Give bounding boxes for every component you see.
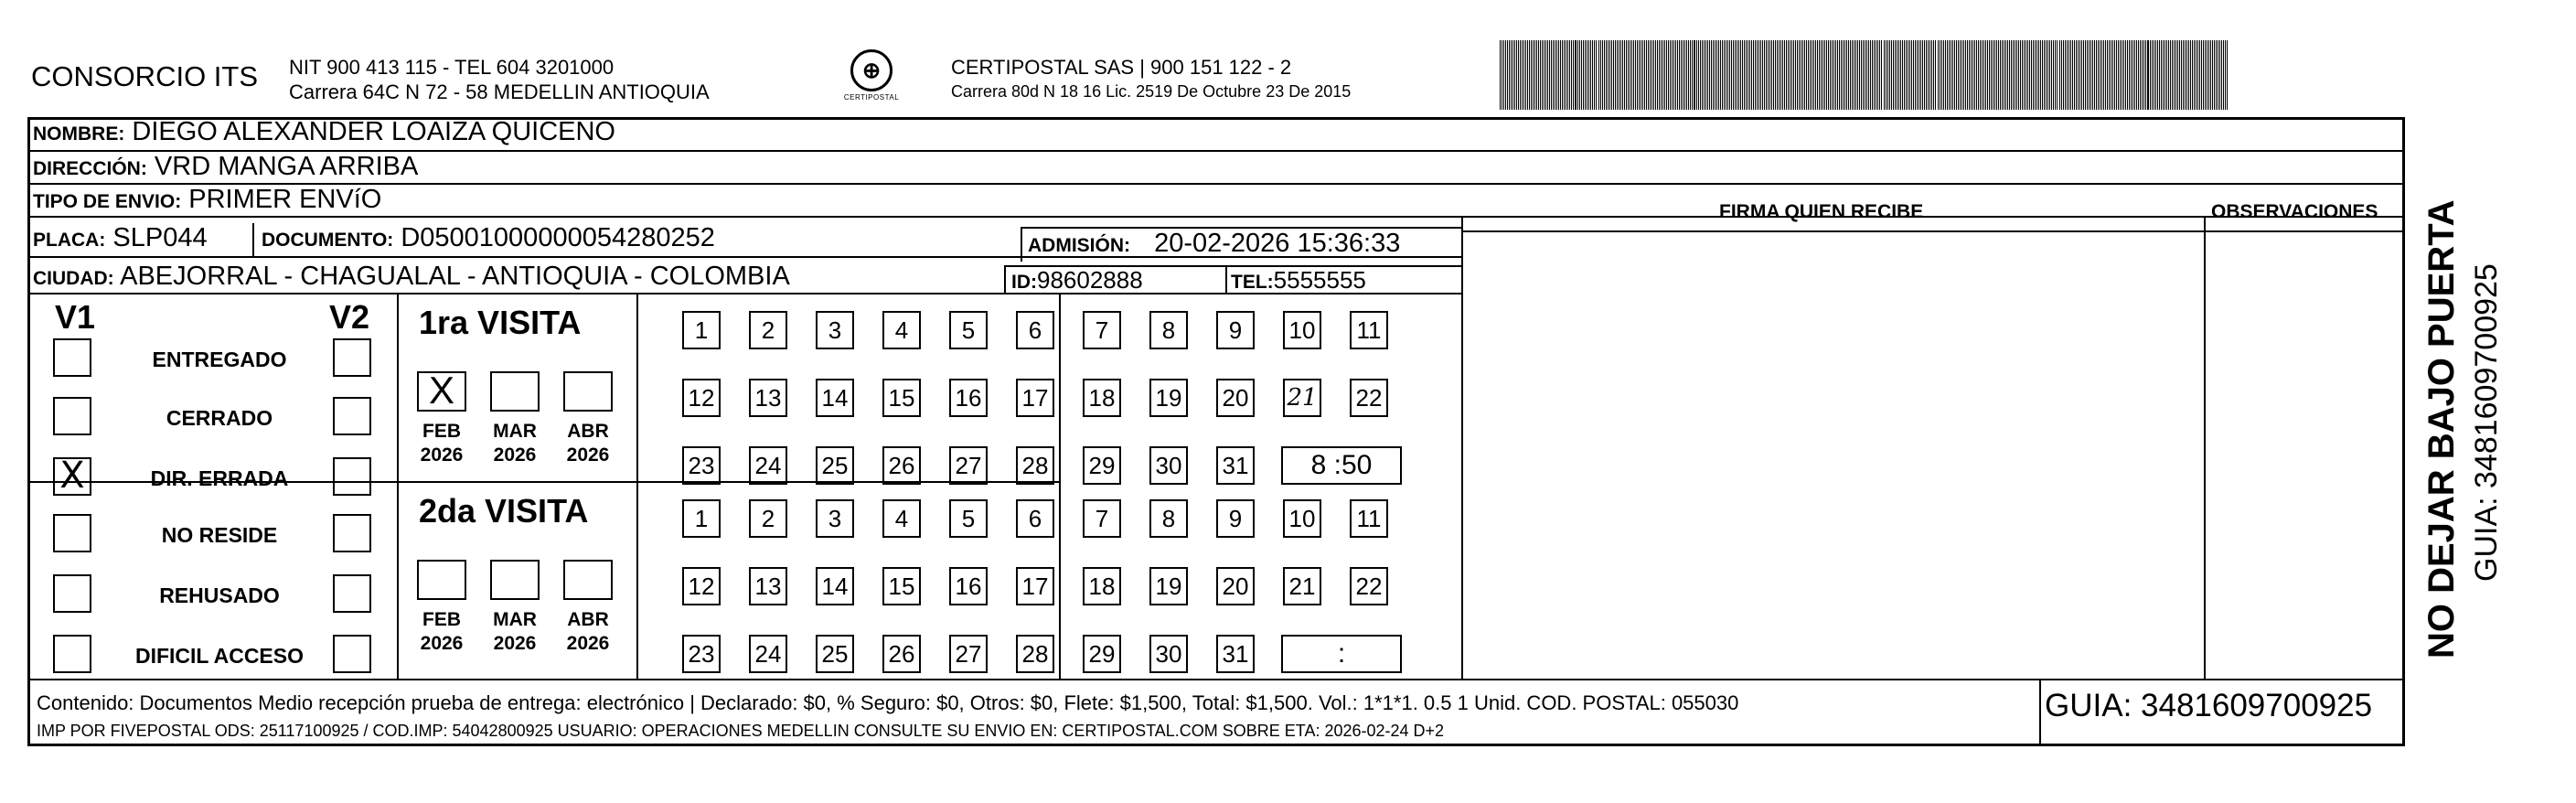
day-box[interactable]: 7 [1083,499,1121,538]
day-box[interactable]: 20 [1216,379,1255,417]
day-box[interactable]: 23 [682,446,721,485]
v2-label: V2 [329,298,370,336]
direccion-label: DIRECCIÓN: [33,158,147,179]
month-year: 2026 [566,444,610,466]
id-field [1011,265,1143,295]
day-box[interactable]: 22 [1350,379,1388,417]
day-box[interactable]: 5 [949,499,988,538]
ciudad-value: ABEJORRAL - CHAGUALAL - ANTIOQUIA - COLOMBIA [120,262,790,291]
nombre-field [33,117,615,147]
day-box[interactable]: 30 [1149,446,1188,485]
contenido-line: Contenido: Documentos Medio recepción prueba de entrega: electrónico | Declarado: $0, % Seguro: $0, Otros: $0, Flete: $1,500, Total: $1,500. Vol.: 1*1*1. 0.5 1 Unid. COD. POSTAL: 055030 [37,691,1739,714]
day-box[interactable]: 18 [1083,379,1121,417]
documento-value: D05001000000054280252 [401,223,715,252]
day-box[interactable]: 27 [949,635,988,673]
day-box[interactable]: 31 [1216,635,1255,673]
v1-checkbox[interactable] [53,397,91,435]
day-box[interactable]: 31 [1216,446,1255,485]
day-box[interactable]: 7 [1083,311,1121,349]
v1-checkbox[interactable] [53,635,91,673]
status-label: CERRADO [166,406,273,430]
ciudad-field [33,262,790,292]
logo-icon: ⊕ [850,49,893,91]
month-checkbox[interactable] [417,560,466,600]
day-box[interactable]: 23 [682,635,721,673]
tipo-envio-label: TIPO DE ENVIO: [33,191,182,212]
v2-checkbox[interactable] [333,457,371,496]
day-box[interactable]: 8 [1149,499,1188,538]
month-name: MAR [493,421,537,442]
day-box[interactable]: 14 [816,567,854,605]
documento-label: DOCUMENTO: [262,230,394,251]
side-guia: GUIA: 3481609700925 [2469,263,2504,582]
day-box[interactable]: 12 [682,567,721,605]
day-box[interactable]: 18 [1083,567,1121,605]
tel-field [1231,265,1366,295]
day-box[interactable]: 9 [1216,499,1255,538]
admision-field [1028,229,1400,259]
month-name: FEB [422,609,461,630]
day-box[interactable]: 6 [1016,311,1054,349]
v2-checkbox[interactable] [333,574,371,613]
month-checkbox[interactable]: X [417,371,466,412]
v2-checkbox[interactable] [333,514,371,552]
day-box[interactable]: 21 [1283,567,1321,605]
month-checkbox[interactable] [490,560,540,600]
company-address: Carrera 64C N 72 - 58 MEDELLIN ANTIOQUIA [289,80,710,103]
v1-checkbox[interactable] [53,514,91,552]
day-box[interactable]: 3 [816,499,854,538]
month-checkbox[interactable] [563,560,613,600]
day-box[interactable]: 4 [882,311,921,349]
day-box[interactable]: 1 [682,311,721,349]
status-label: REHUSADO [159,584,280,607]
day-box[interactable]: 11 [1350,311,1388,349]
company-nit: NIT 900 413 115 - TEL 604 3201000 [289,56,615,79]
placa-field [33,223,208,253]
v2-checkbox[interactable] [333,635,371,673]
carrier-name: CERTIPOSTAL SAS | 900 151 122 - 2 [951,56,1292,79]
day-box[interactable]: 26 [882,635,921,673]
guia-number: GUIA: 3481609700925 [2045,688,2373,723]
v2-checkbox[interactable] [333,397,371,435]
day-box[interactable]: 25 [816,635,854,673]
carrier-license: Carrera 80d N 18 16 Lic. 2519 De Octubre 23 De 2015 [951,82,1352,101]
day-box[interactable]: 16 [949,567,988,605]
month-year: 2026 [420,444,464,466]
company-contact [289,55,710,104]
v1-label: V1 [55,298,96,336]
day-box[interactable]: 10 [1283,499,1321,538]
day-box[interactable]: 20 [1216,567,1255,605]
day-box[interactable]: 12 [682,379,721,417]
day-box[interactable]: 15 [882,379,921,417]
admision-value: 20-02-2026 15:36:33 [1154,229,1401,258]
placa-label: PLACA: [33,230,106,251]
month-name: ABR [567,421,609,442]
status-label: DIR. ERRADA [150,466,289,490]
status-label: DIFICIL ACCESO [134,644,304,668]
status-label: NO RESIDE [161,523,278,547]
id-value: 98602888 [1037,266,1143,294]
day-box[interactable]: 16 [949,379,988,417]
day-box[interactable]: 14 [816,379,854,417]
month-name: ABR [567,609,609,630]
day-box[interactable]: 29 [1083,446,1121,485]
day-box[interactable]: 5 [949,311,988,349]
day-box[interactable]: 30 [1149,635,1188,673]
nombre-label: NOMBRE: [33,123,125,145]
tipo-envio-value: PRIMER ENVíO [188,185,382,214]
ciudad-label: CIUDAD: [33,268,114,289]
visit-time-box[interactable]: : [1281,635,1402,673]
observations-area[interactable] [2207,234,2403,677]
day-box[interactable]: 3 [816,311,854,349]
admision-label: ADMISIÓN: [1028,235,1130,256]
logo-text: CERTIPOSTAL [843,93,900,102]
day-box[interactable]: 21 [1283,379,1321,417]
day-box[interactable]: 27 [949,446,988,485]
nombre-value: DIEGO ALEXANDER LOAIZA QUICENO [132,117,615,146]
placa-value: SLP044 [112,223,208,252]
v1-checkbox[interactable]: X [53,457,91,496]
certipostal-logo [839,49,903,102]
day-box[interactable]: 8 [1149,311,1188,349]
month-year: 2026 [420,633,464,654]
month-year: 2026 [566,633,610,654]
month-checkbox[interactable] [490,371,540,412]
tel-value: 5555555 [1273,266,1366,294]
visit-time-box[interactable]: 8 :50 [1281,446,1402,485]
day-box[interactable]: 22 [1350,567,1388,605]
signature-area[interactable] [1465,234,2202,677]
day-box[interactable]: 24 [749,446,787,485]
id-label: ID: [1011,272,1037,293]
documento-field [262,223,715,253]
company-name: CONSORCIO ITS [31,60,259,92]
direccion-field [33,152,418,182]
day-box[interactable]: 24 [749,635,787,673]
day-box[interactable]: 2 [749,499,787,538]
imp-line: IMP POR FIVEPOSTAL ODS: 25117100925 / COD.IMP: 54042800925 USUARIO: OPERACIONES MEDELLIN CONSULTE SU ENVIO EN: CERTIPOSTAL.COM SOBRE ETA: 2026-02-24 D+2 [37,722,1445,740]
day-box[interactable]: 19 [1149,567,1188,605]
barcode [1500,40,2231,110]
v1-checkbox[interactable] [53,338,91,377]
side-warning: NO DEJAR BAJO PUERTA [2421,199,2462,658]
v1-checkbox[interactable] [53,574,91,613]
day-box[interactable]: 17 [1016,379,1054,417]
month-name: MAR [493,609,537,630]
visit-title: 2da VISITA [419,492,589,530]
month-checkbox[interactable] [563,371,613,412]
day-box[interactable]: 28 [1016,635,1054,673]
day-box[interactable]: 2 [749,311,787,349]
day-box[interactable]: 1 [682,499,721,538]
day-box[interactable]: 10 [1283,311,1321,349]
firma-heading: FIRMA QUIEN RECIBE [1719,201,1924,222]
day-box[interactable]: 9 [1216,311,1255,349]
day-box[interactable]: 29 [1083,635,1121,673]
day-box[interactable]: 6 [1016,499,1054,538]
status-label: ENTREGADO [152,348,287,371]
tel-label: TEL: [1231,272,1274,293]
visit-title: 1ra VISITA [419,304,582,341]
day-box[interactable]: 26 [882,446,921,485]
day-box[interactable]: 11 [1350,499,1388,538]
direccion-value: VRD MANGA ARRIBA [154,152,419,181]
day-box[interactable]: 15 [882,567,921,605]
day-box[interactable]: 13 [749,379,787,417]
month-name: FEB [422,421,461,442]
tipo-envio-field [33,185,381,215]
day-box[interactable]: 4 [882,499,921,538]
day-box[interactable]: 13 [749,567,787,605]
carrier-info [951,55,1351,104]
day-box[interactable]: 25 [816,446,854,485]
day-box[interactable]: 17 [1016,567,1054,605]
v2-checkbox[interactable] [333,338,371,377]
day-box[interactable]: 19 [1149,379,1188,417]
month-year: 2026 [493,633,537,654]
month-year: 2026 [493,444,537,466]
observaciones-heading: OBSERVACIONES [2211,201,2378,222]
day-box[interactable]: 28 [1016,446,1054,485]
